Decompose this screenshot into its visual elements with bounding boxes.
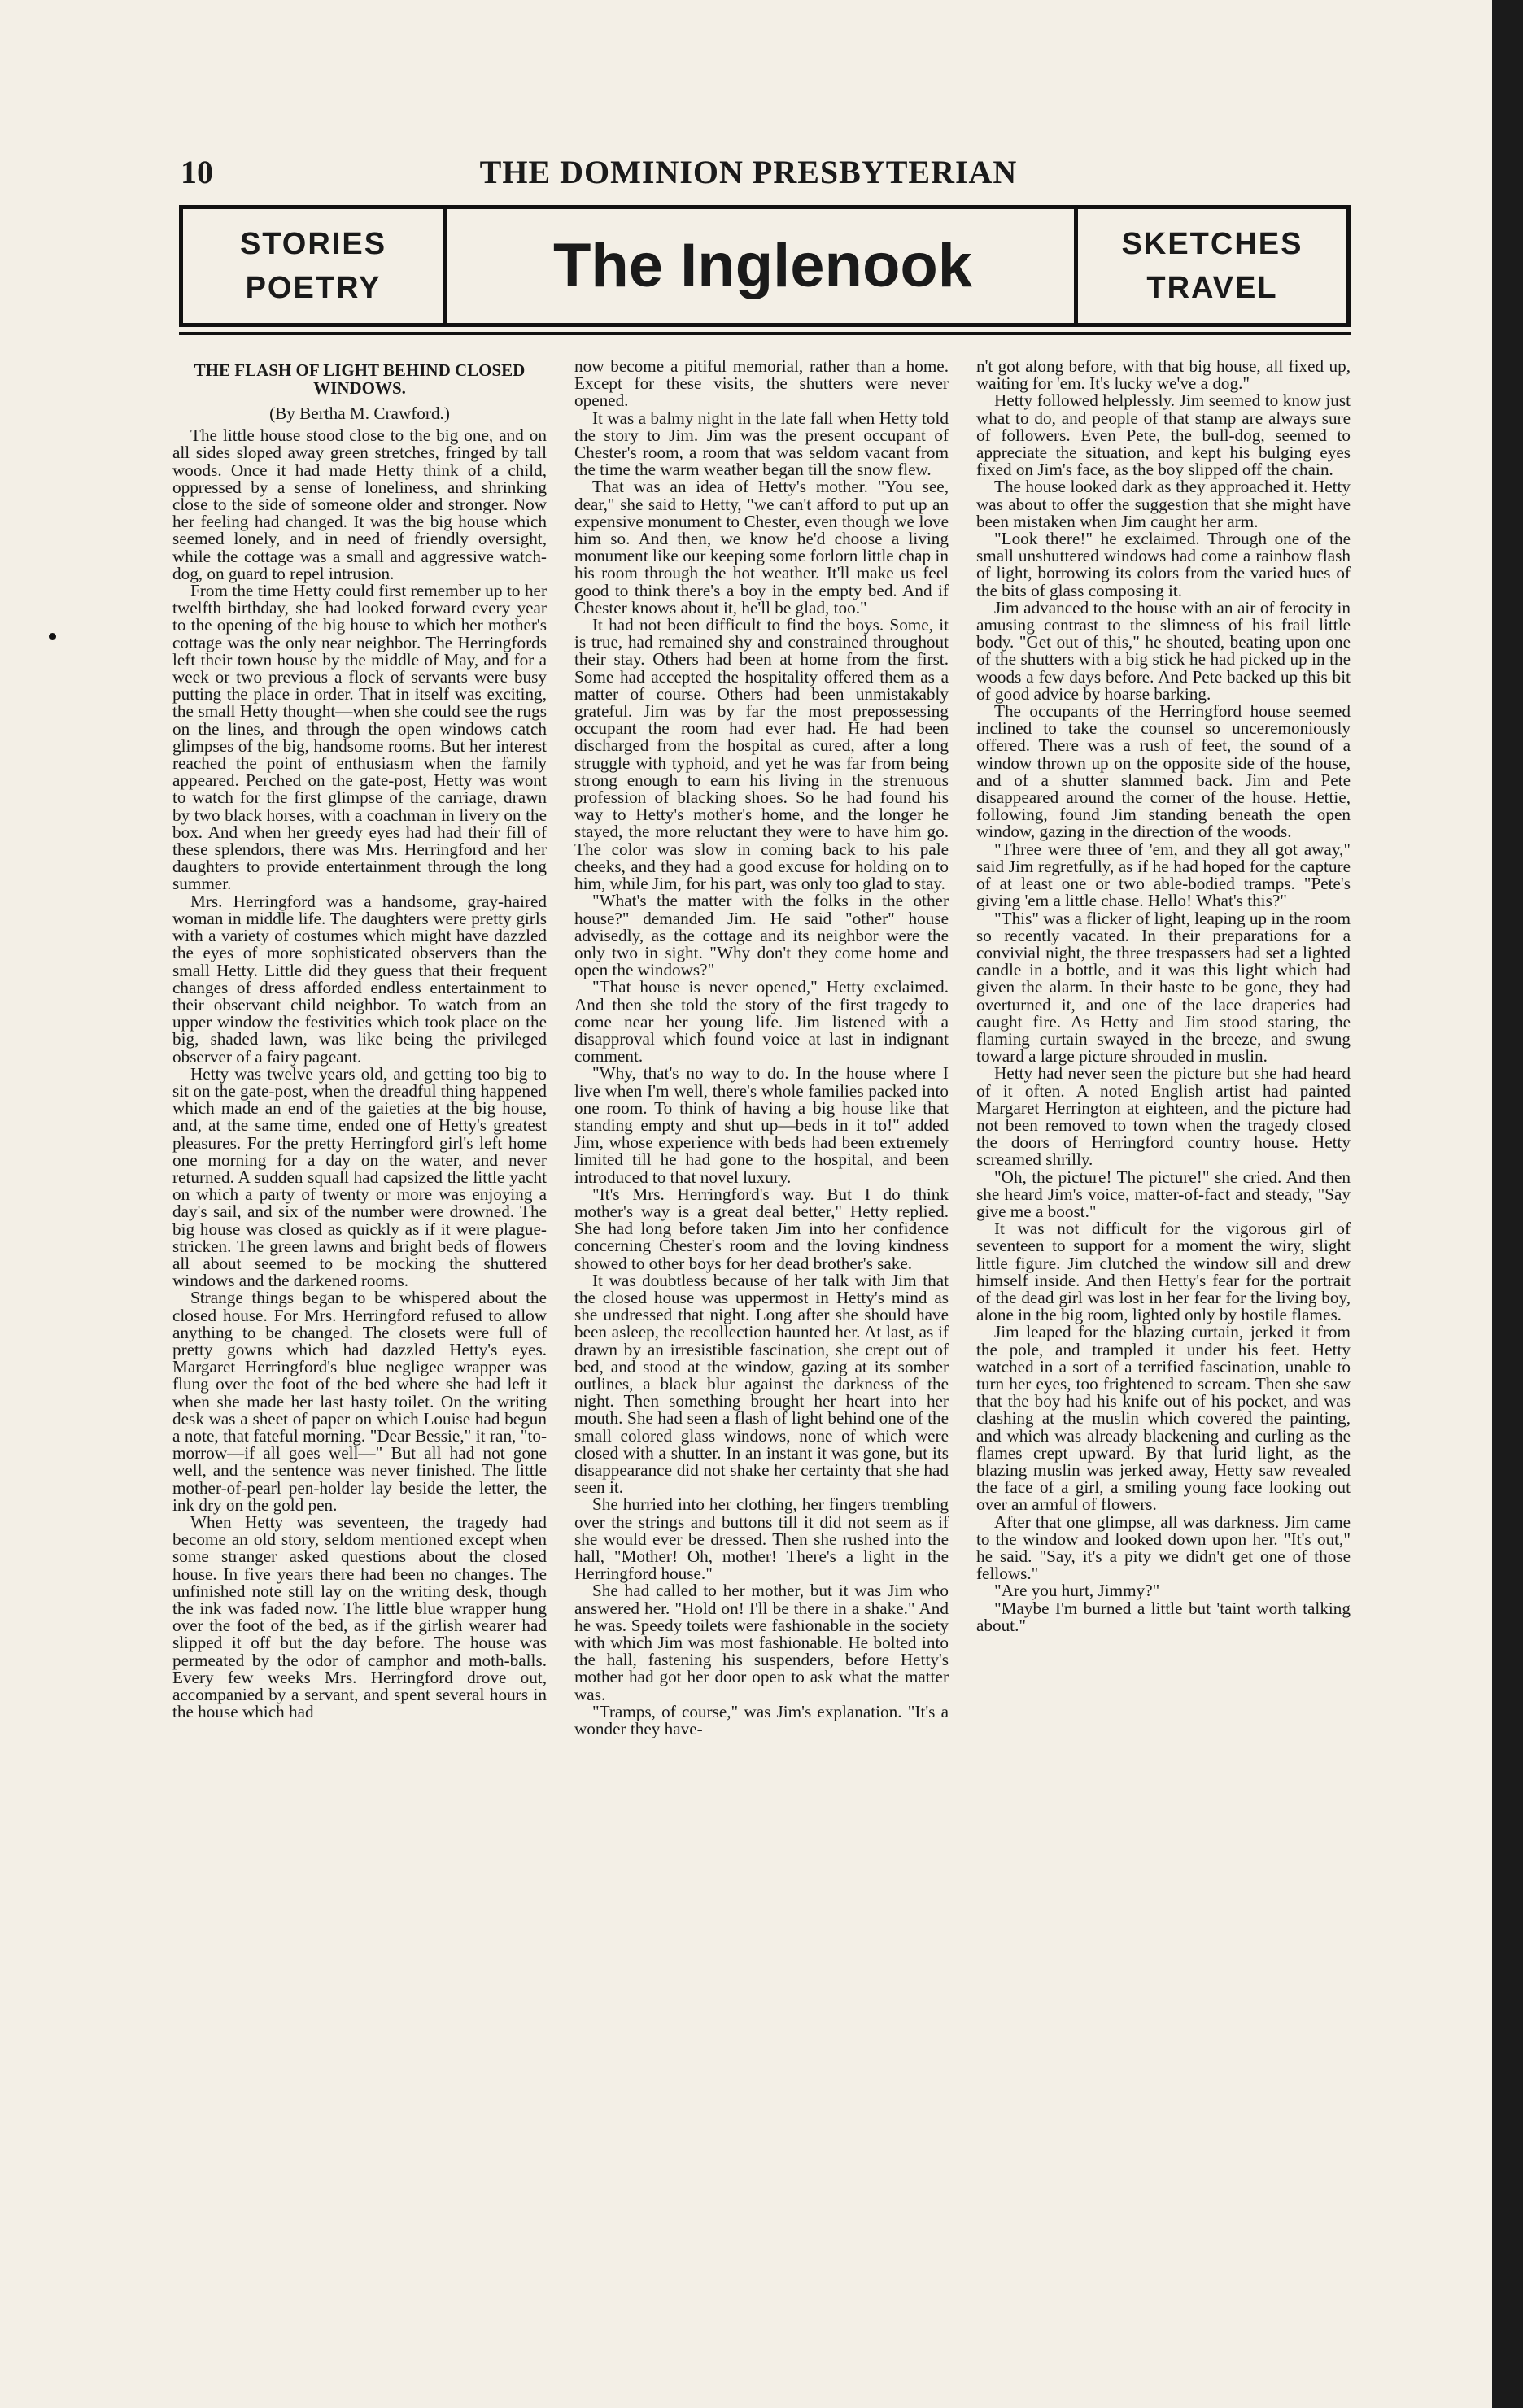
banner-left-line1: STORIES bbox=[239, 227, 387, 261]
paragraph: When Hetty was seventeen, the tragedy had become an old story, seldom mentioned except when some stranger asked questions about the closed house. In five years there had been no changes. The unfinished note still lay on the writing desk, though the ink was faded now. The little blue wrapper hung over the foot of the bed, as if the girlish wearer had slipped it off but the day before. The house was permeated by the odor of camphor and moth-balls. Every few weeks Mrs. Herringford drove out, accompanied by a servant, and spent several hours in the house which had bbox=[172, 1512, 547, 1722]
banner-right-line2: TRAVEL bbox=[1146, 271, 1278, 305]
paragraph: She hurried into her clothing, her fingers trembling over the strings and buttons till it did not seem as if she would ever be dressed. Then she rushed into the hall, "Mother! Oh, mother! There's a light in the Herringford house." bbox=[574, 1494, 949, 1584]
paragraph: now become a pitiful memorial, rather than a home. Except for these visits, the shutters were never opened. bbox=[574, 358, 949, 411]
column-3 bbox=[976, 358, 1351, 2384]
paragraph: Jim advanced to the house with an air of ferocity in amusing contrast to the slimness of his frail little body. "Get out of this," he shouted, beating upon one of the shutters with a big stick he had picked up in the woods a few days before. And Pete backed up this bit of good advice by hoarse barking. bbox=[976, 597, 1351, 704]
paragraph: The occupants of the Herringford house seemed inclined to take the counsel so unceremoniously offered. There was a rush of feet, the sound of a window thrown up on the opposite side of the house, and of a shutter slammed back. Jim and Pete disappeared around the corner of the house. Hettie, following, found Jim standing beneath the open window, gazing in the direction of the woods. bbox=[976, 701, 1351, 842]
paragraph: "What's the matter with the folks in the other house?" demanded Jim. He said "other" house advisedly, as the cottage and its neighbor were the only two in sight. "Why don't they come home and open the windows?" bbox=[574, 891, 949, 980]
paragraph: Hetty followed helplessly. Jim seemed to know just what to do, and people of that stamp are always sure of followers. Even Pete, the bull-dog, seemed to appreciate the situation, and kept his bulging eyes fixed on Jim's face, as the boy slipped off the chain. bbox=[976, 390, 1351, 480]
article-byline: (By Bertha M. Crawford.) bbox=[269, 404, 450, 423]
paragraph: That was an idea of Hetty's mother. "You see, dear," she said to Hetty, "we can't afford to put up an expensive monument to Chester, even though we love him so. And then, we know he'd choose a living monument like our keeping some forlorn little chap in his room through the hot weather. It'll make us feel good to think there's a boy in the empty bed. And if Chester knows about it, he'll be glad, too." bbox=[574, 477, 949, 617]
paragraph: It was doubtless because of her talk with Jim that the closed house was uppermost in Hetty's mind as she undressed that night. Long after she should have been asleep, the recollection haunted her. At last, as if drawn by an irresistible fascination, she crept out of bed, and stood at the window, gazing at its somber outlines, a black blur against the darkness of the night. Then something brought her heart into her mouth. She had seen a flash of light behind one of the small colored glass windows, none of which were closed with a shutter. In an instant it was gone, but its disappearance did not shake her certainty that she had seen it. bbox=[574, 1270, 949, 1498]
paragraph: "Tramps, of course," was Jim's explanation. "It's a wonder they have- bbox=[574, 1701, 949, 1739]
paragraph: "Look there!" he exclaimed. Through one of the small unshuttered windows had come a rainbow flash of light, borrowing its colors from the varied hues of the bits of glass composing it. bbox=[976, 529, 1351, 600]
column-2 bbox=[574, 358, 949, 2384]
publication-title: THE DOMINION PRESBYTERIAN bbox=[479, 154, 1018, 190]
banner-left-box bbox=[183, 209, 447, 323]
paragraph: "Why, that's no way to do. In the house where I live when I'm well, there's whole families packed into one room. To think of having a big house like that standing empty and shut up—beds in it to!" added Jim, whose experience with beds had been extremely limited till he had gone to the hospital, and been introduced to that novel luxury. bbox=[574, 1063, 949, 1187]
banner-right-line1: SKETCHES bbox=[1121, 227, 1303, 261]
margin-dot bbox=[49, 633, 56, 640]
paragraph: She had called to her mother, but it was Jim who answered her. "Hold on! I'll be there in a shake." And he was. Speedy toilets were fashionable in the society with which Jim was most fashionable. He bolted into the hall, fastening his suspenders, before Hetty's mother had got her door open to ask what the matter was. bbox=[574, 1581, 949, 1704]
paragraph: Hetty had never seen the picture but she had heard of it often. A noted English artist had painted Margaret Herrington at eighteen, and the picture had not been removed to town when the tragedy closed the doors of Herringford country house. Hetty screamed shrilly. bbox=[976, 1063, 1351, 1170]
paragraph: Jim leaped for the blazing curtain, jerked it from the pole, and trampled it under his feet. Hetty watched in a sort of a terrified fascination, unable to turn her eyes, too frightened to scream. Then she saw that the boy had his knife out of his pocket, and was clashing at the muslin which covered the painting, and which was already blackening and curling as the flames crept upward. By that lurid light, as the blazing muslin was jerked away, Hetty saw revealed the face of a girl, a smiling young face looking out over an armful of flowers. bbox=[976, 1322, 1351, 1515]
paragraph: It had not been difficult to find the boys. Some, it is true, had remained shy and constrained throughout their stay. Others had been at home from the first. Some had accepted the hospitality offered them as a matter of course. Others had been unmistakably grateful. Jim was by far the most prepossessing occupant the room had ever had. He had been discharged from the hospital as cured, after a long struggle with typhoid, and yet he was far from being strong enough to earn his living in the strenuous profession of blacking shoes. So he had found his way to Hetty's mother's home, and the longer he stayed, the more reluctant they were to have him go. The color was slow in coming back to his pale cheeks, and they had a good excuse for holding on to him, while Jim, for his part, was only too glad to stay. bbox=[574, 615, 949, 894]
paragraph: It was not difficult for the vigorous girl of seventeen to support for a moment the wiry, slight little figure. Jim clutched the window sill and drew himself inside. And then Hetty's fear for the portrait of the dead girl was lost in her fear for the living boy, alone in the big room, lighted only by hostile flames. bbox=[976, 1219, 1351, 1325]
paragraph: "Three were three of 'em, and they all got away," said Jim regretfully, as if he had hoped for the capture of at least one or two able-bodied tramps. "Pete's giving 'em a little chase. Hello! What's this?" bbox=[976, 839, 1351, 911]
paragraph: After that one glimpse, all was darkness. Jim came to the window and looked down upon her. "It's out," he said. "Say, it's a pity we didn't get one of those fellows." bbox=[976, 1512, 1351, 1584]
page-edge bbox=[1492, 0, 1523, 2408]
paragraph: "That house is never opened," Hetty exclaimed. And then she told the story of the first tragedy to come near her young life. Jim listened with a disapproval which found voice at last in indignant comment. bbox=[574, 977, 949, 1067]
banner-title bbox=[447, 209, 1078, 323]
section-title: The Inglenook bbox=[552, 231, 973, 300]
column-1 bbox=[172, 358, 547, 2384]
paragraph: The house looked dark as they approached it. Hetty was about to offer the suggestion that she might have been mistaken when Jim caught her arm. bbox=[976, 477, 1351, 531]
paragraph: Mrs. Herringford was a handsome, gray-haired woman in middle life. The daughters were pretty girls with a variety of costumes which might have dazzled the eyes of more sophisticated observers than the small Hetty. Little did they guess that their frequent changes of dress afforded endless entertainment to their observant child neighbor. To watch from an upper window the festivities which took place on the big, shaded lawn, was like being the privileged observer of a fairy pageant. bbox=[172, 891, 547, 1067]
paragraph: The little house stood close to the big one, and on all sides sloped away green stretches, fringed by tall woods. Once it had made Hetty think of a child, oppressed by a sense of loneliness, and shrinking close to the side of someone older and stronger. Now her feeling had changed. It was the big house which seemed lonely, and in need of friendly oversight, while the cottage was a small and aggressive watch-dog, on guard to repel intrusion. bbox=[172, 425, 547, 583]
page-number: 10 bbox=[181, 154, 213, 190]
paragraph: n't got along before, with that big house, all fixed up, waiting for 'em. It's lucky we've a dog." bbox=[976, 358, 1351, 394]
section-banner bbox=[179, 205, 1351, 327]
paragraph: "Are you hurt, Jimmy?" bbox=[994, 1581, 1160, 1601]
article-headline: THE FLASH OF LIGHT BEHIND CLOSED WINDOWS. bbox=[194, 360, 526, 398]
paragraph: "This" was a flicker of light, leaping up in the room so recently vacated. In their preparations for a convivial night, the three trespassers had set a lighted candle in a bottle, and it was this light which had given the alarm. In their haste to be gone, they had overturned it, and one of the lace draperies had caught fire. As Hetty and Jim stood staring, the flaming curtain swayed in the breeze, and swung toward a large picture shrouded in muslin. bbox=[976, 908, 1351, 1067]
banner-right-box bbox=[1074, 209, 1346, 323]
article-body bbox=[172, 358, 1354, 2384]
paragraph: "It's Mrs. Herringford's way. But I do think mother's way is a great deal better," Hetty replied. She had long before taken Jim into her confidence concerning Chester's room and the loving kindness showed to other boys for her dead brother's sake. bbox=[574, 1184, 949, 1273]
banner-rule bbox=[179, 332, 1351, 335]
paragraph: Strange things began to be whispered about the closed house. For Mrs. Herringford refused to allow anything to be changed. The closets were full of pretty gowns which had dazzled Hetty's eyes. Margaret Herringford's blue negligee wrapper was flung over the foot of the bed where she had left it when she made her last hasty toilet. On the writing desk was a sheet of paper on which Louise had begun a note, that fateful morning. "Dear Bessie," it ran, "to-morrow—if all goes well—" But all had not gone well, and the sentence was never finished. The little mother-of-pearl pen-holder lay beside the letter, the ink dry on the gold pen. bbox=[172, 1288, 547, 1515]
paragraph: Hetty was twelve years old, and getting too big to sit on the gate-post, when the dreadful thing happened which made an end of the gaieties at the big house, and, at the same time, ended one of Hetty's greatest pleasures. For the pretty Herringford girl's left home one morning for a day on the water, and never returned. A sudden squall had capsized the little yacht on which a party of twenty or more was enjoying a day's sail, and six of the number were drowned. The big house was closed as quickly as if it were plague-stricken. The green lawns and bright beds of flowers all about seemed to be mocking the shuttered windows and the darkened rooms. bbox=[172, 1063, 547, 1291]
paragraph: "Maybe I'm burned a little but 'taint worth talking about." bbox=[976, 1598, 1351, 1635]
paragraph: From the time Hetty could first remember up to her twelfth birthday, she had looked forward every year to the opening of the big house to which her mother's cottage was the only near neighbor. The Herringfords left their town house by the middle of May, and for a week or two previous a flock of servants were busy putting the place in order. That in itself was exciting, the small Hetty thought—when she could see the rugs on the lines, and through the open windows catch glimpses of the big, handsome rooms. But her interest reached the point of enthusiasm when the family appeared. Perched on the gate-post, Hetty was wont to watch for the first glimpse of the carriage, drawn by two black horses, with a coachman in livery on the box. And when her greedy eyes had had their fill of these splendors, there was Mrs. Herringford and her daughters to provide entertainment through the long summer. bbox=[172, 581, 547, 894]
paragraph: "Oh, the picture! The picture!" she cried. And then she heard Jim's voice, matter-of-fact and steady, "Say give me a boost." bbox=[976, 1167, 1351, 1221]
banner-left-line2: POETRY bbox=[245, 271, 382, 305]
paragraph: It was a balmy night in the late fall when Hetty told the story to Jim. Jim was the present occupant of Chester's room, a room that was seldom vacant from the time the warm weather began till the snow flew. bbox=[574, 408, 949, 480]
